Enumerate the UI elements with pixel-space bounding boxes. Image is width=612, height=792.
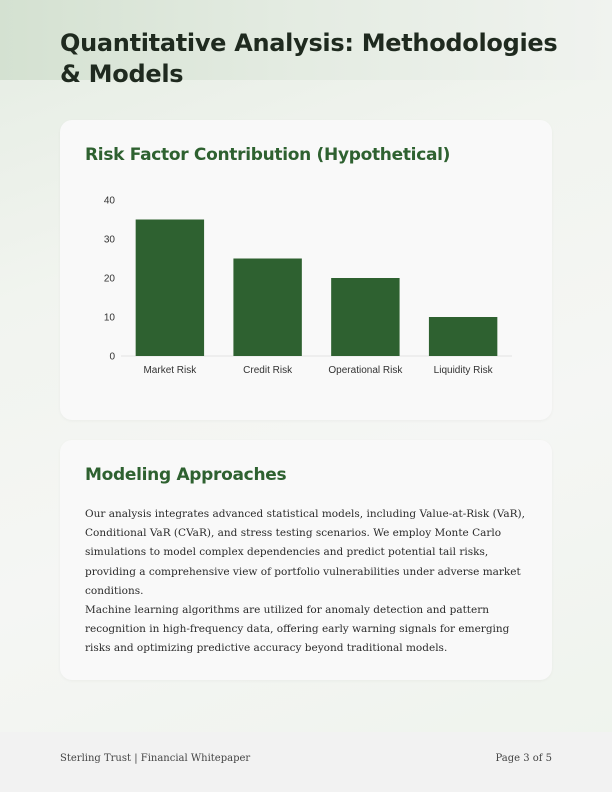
modeling-approaches-card [60, 440, 552, 680]
y-tick-label: 20 [103, 273, 115, 285]
x-tick-label: Liquidity Risk [433, 365, 493, 376]
bar-market-risk [136, 220, 204, 357]
y-tick-label: 0 [109, 351, 115, 363]
bar-credit-risk [233, 259, 301, 357]
chart-card [60, 120, 552, 420]
page-footer [0, 732, 612, 792]
x-tick-label: Market Risk [143, 365, 197, 376]
chart-card-title: Risk Factor Contribution (Hypothetical) [85, 145, 451, 165]
bar-operational-risk [331, 278, 399, 356]
body-paragraph: Machine learning algorithms are utilized for anomaly detection and pattern recognition in high-frequency data, offering early warning signals for emerging risks and optimizing predictive accuracy beyond traditional models. [85, 604, 510, 655]
y-tick-label: 10 [103, 312, 115, 324]
y-tick-label: 40 [103, 195, 115, 207]
bar-chart [60, 120, 552, 420]
modeling-approaches-title: Modeling Approaches [85, 465, 287, 485]
modeling-approaches-body [85, 505, 530, 659]
x-tick-label: Operational Risk [328, 365, 403, 376]
bar-liquidity-risk [429, 317, 497, 356]
body-paragraph: Our analysis integrates advanced statistical models, including Value-at-Risk (VaR), Conditional VaR (CVaR), and stress testing scenarios. We employ Monte Carlo simulations to model complex dependencies and predict potential tail risks, providing a comprehensive view of portfolio vulnerabilities under adverse market conditions. [85, 508, 525, 597]
footer-brand: Sterling Trust | Financial Whitepaper [60, 753, 251, 764]
page-title: Quantitative Analysis: Methodologies & Models [60, 29, 558, 88]
y-tick-label: 30 [103, 234, 115, 246]
page-number: Page 3 of 5 [495, 753, 552, 764]
x-tick-label: Credit Risk [243, 365, 293, 376]
